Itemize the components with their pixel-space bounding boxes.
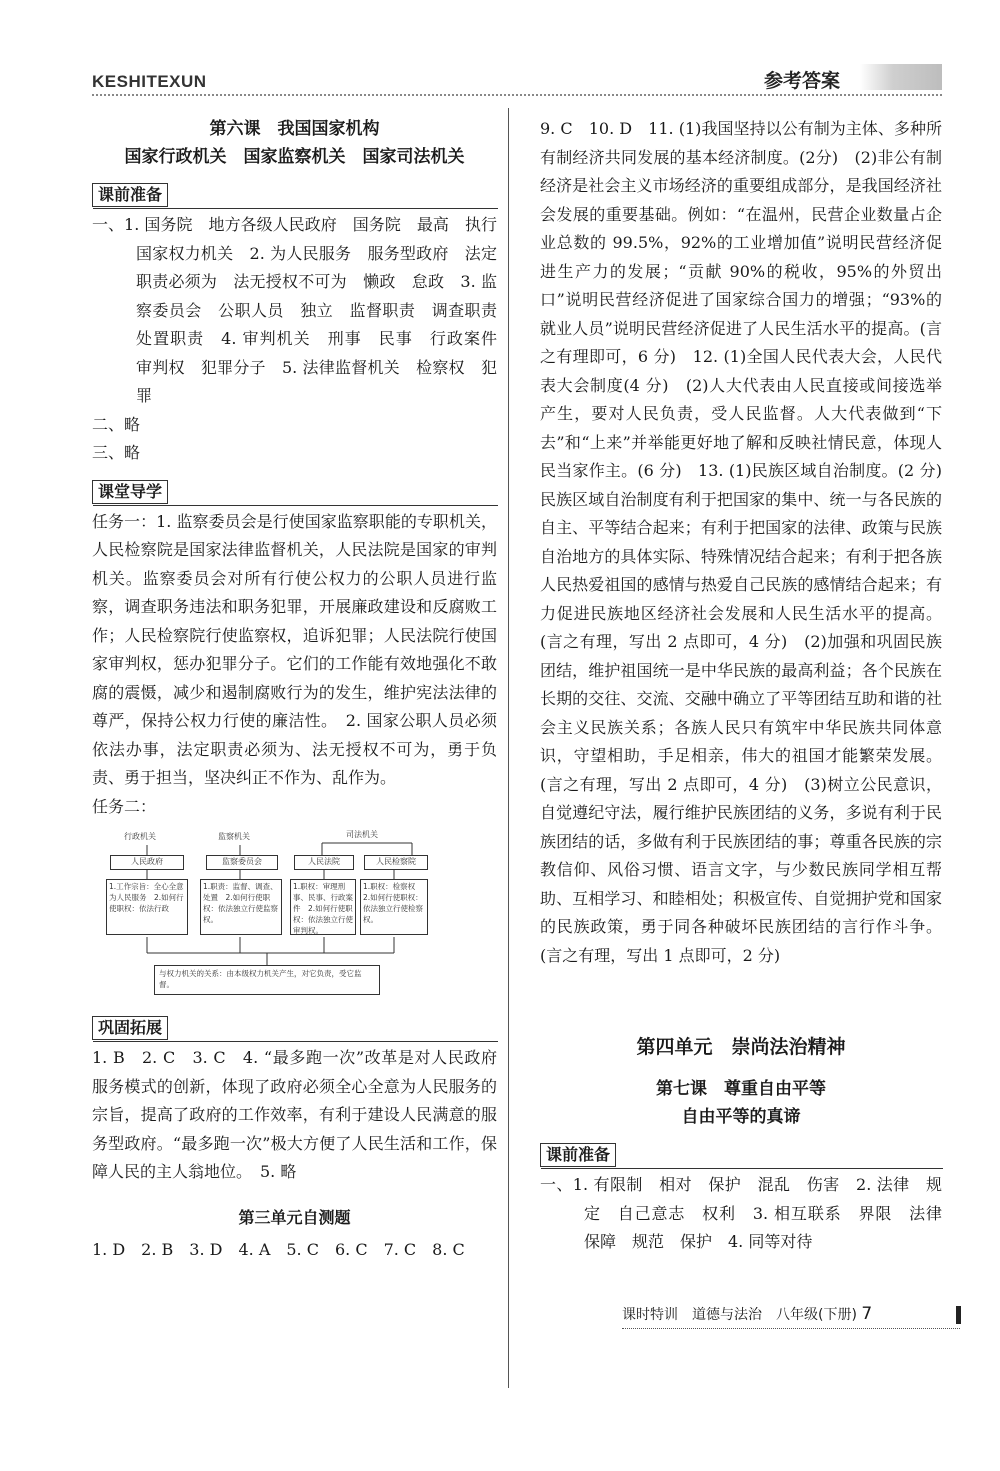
page-header: [92, 62, 942, 96]
footer-rule: [622, 1328, 960, 1329]
diagram-desc-supervision: 1.职责：监督、调查、处置 2.如何行使职权：依法独立行使监察权。: [200, 879, 282, 935]
unit-four-title: 第四单元 崇尚法治精神: [636, 1036, 846, 1058]
page-number: 7: [861, 1304, 873, 1324]
task1-answer: 任务一：1. 监察委员会是行使国家监察职能的专职机关，人民检察院是国家法律监督机关，人民法院是国家的审判机关。监察委员会对所有行使公权力的公职人员进行监察，调查职务违法和职务犯罪，开展廉政建设和反腐败工作；人民检察院行使监察权，追诉犯罪；人民法院行使国家审判权，惩办犯罪分子。它们的工作能有效地强化不敢腐的震慑，减少和遏制腐败行为的发生，维护宪法法律的尊严，保持公权力行使的廉洁性。 2. 国家公职人员必须依法办事，法定职责必须为、法无授权不可为，勇于负责、勇于担当，坚决纠正不作为、乱作为。: [92, 511, 497, 787]
diagram-cat-judicial: 司法机关: [346, 830, 378, 839]
test-answers-continued: 9. C 10. D 11. (1)我国坚持以公有制为主体、多种所有制经济共同发展的基本经济制度。(2分) (2)非公有制经济是社会主义市场经济的重要组成部分，是我国经济社会发展的重要基础。例如：“在温州，民营企业数量占企业总数的 99.5%，92%的工业增加值”说明民营经济促进生产力的发展；“贡献 90%的税收，95%的外贸出口”说明民营经济促进了国家综合国力的增强；“93%的就业人员”说明民营经济促进了人民生活水平的提高。(言之有理即可，6 分) 12. (1)全国人民代表大会，人民代表大会制度(4 分) (2)人大代表由人民直接或间接选举产生，要对人民负责，受人民监督。人大代表做到“下去”和“上来”并举能更好地了解和反映社情民意，体现人民当家作主。(6 分) 13. (1)民族区域自治制度。(2 分)民族区域自治制度有利于把国家的集中、统一与各民族的自主、平等结合起来；有利于把国家的法律、政策与民族自治地方的具体实际、特殊情况结合起来；有利于把各族人民热爱祖国的感情与热爱自己民族的感情结合起来；有力促进民族地区经济社会发展和人民生活水平的提高。(言之有理，写出 2 点即可，4 分) (2)加强和巩固民族团结，维护祖国统一是中华民族的最高利益；各个民族在长期的交往、交流、交融中确立了平等团结互助和谐的社会主义民族关系；各族人民只有筑牢中华民族共同体意识，守望相助，手足相亲，伟大的祖国才能繁荣发展。(言之有理，写出 2 点即可，4 分) (3)树立公民意识，自觉遵纪守法，履行维护民族团结的义务，多说有利于民族团结的话，多做有利于民族团结的事；尊重各民族的宗教信仰、风俗习惯、语言文字，与少数民族同学相互帮助、互相学习、和睦相处；积极宣传、自觉拥护党和国家的民族政策，勇于同各种破坏民族团结的言行作斗争。(言之有理，写出 1 点即可，2 分): [540, 119, 942, 965]
footer-book-title: 课时特训 道德与法治 八年级(下册): [622, 1307, 857, 1323]
diagram-cat-supervision: 监察机关: [218, 832, 250, 841]
diagram-desc-government: 1.工作宗旨：全心全意为人民服务 2.如何行使职权：依法行政: [106, 879, 188, 935]
header-decoration: [860, 64, 942, 90]
diagram-box-supervision-committee: 监察委员会: [206, 855, 278, 870]
diagram-box-government: 人民政府: [110, 855, 184, 870]
page-footer: [622, 1302, 962, 1330]
diagram-box-procuratorate: 人民检察院: [364, 855, 428, 870]
header-title: 参考答案: [764, 70, 841, 92]
footer-text: [622, 1304, 872, 1324]
unit-test-answers: 1. D 2. B 3. D 4. A 5. C 6. C 7. C 8. C: [92, 1239, 465, 1259]
pre-answer-2: 二、略: [92, 414, 141, 434]
column-divider: [508, 108, 509, 1388]
header-rule: [92, 94, 942, 96]
lesson-title: 第六课 我国国家机构: [209, 119, 380, 139]
organ-diagram: [102, 825, 432, 1000]
brand-text: KESHITEXUN: [92, 72, 207, 91]
diagram-box-court: 人民法院: [294, 855, 354, 870]
left-column: [92, 115, 514, 1264]
right-column: [540, 115, 959, 1257]
lesson-subtitle: 国家行政机关 国家监察机关 国家司法机关: [124, 147, 465, 167]
unit-test-title: 第三单元自测题: [238, 1207, 351, 1227]
section-label-class: 课堂导学: [92, 480, 168, 504]
diagram-relation-box: 与权力机关的关系：由本级权力机关产生，对它负责，受它监督。: [154, 965, 380, 995]
pre-answer-1: 一、1. 国务院 地方各级人民政府 国务院 最高 执行 国家权力机关 2. 为人民服务 服务型政府 法定职责必须为 法无授权不可为 懒政 怠政 3. 监察委员会 公职人员 独立 监督职责 调查职责 处置职责 4. 审判机关 刑事 民事 行政案件 审判权 犯罪分子 5. 法律监督机关 检察权 犯罪: [92, 215, 514, 405]
diagram-desc-court: 1.职权：审理刑事、民事、行政案件 2.如何行使职权：依法独立行使审判权。: [290, 879, 356, 935]
section-label-consolidate: 巩固拓展: [92, 1016, 168, 1040]
lesson7-subtitle: 自由平等的真谛: [681, 1107, 801, 1127]
consolidate-answers: 1. B 2. C 3. C 4. “最多跑一次”改革是对人民政府服务模式的创新，体现了政府必须全心全意为人民服务的宗旨，提高了政府的工作效率，有利于建设人民满意的服务型政府。“最多跑一次”极大方便了人民生活和工作，保障人民的主人翁地位。 5. 略: [92, 1048, 497, 1181]
footer-bar: [956, 1306, 961, 1324]
lesson7-title: 第七课 尊重自由平等: [656, 1079, 826, 1099]
section-label-pre-lesson7: 课前准备: [540, 1143, 616, 1167]
section-label-pre: 课前准备: [92, 183, 168, 207]
pre-answer-3: 三、略: [92, 443, 141, 462]
diagram-cat-admin: 行政机关: [124, 832, 156, 841]
lesson7-pre-answer-1: 一、1. 有限制 相对 保护 混乱 伤害 2. 法律 规定 自己意志 权利 3. 相互联系 界限 法律 保障 规范 保护 4. 同等对待: [540, 1175, 959, 1251]
task2-label: 任务二：: [92, 796, 157, 816]
diagram-desc-procuratorate: 1.职权：检察权 2.如何行使职权：依法独立行使检察权。: [360, 879, 428, 935]
